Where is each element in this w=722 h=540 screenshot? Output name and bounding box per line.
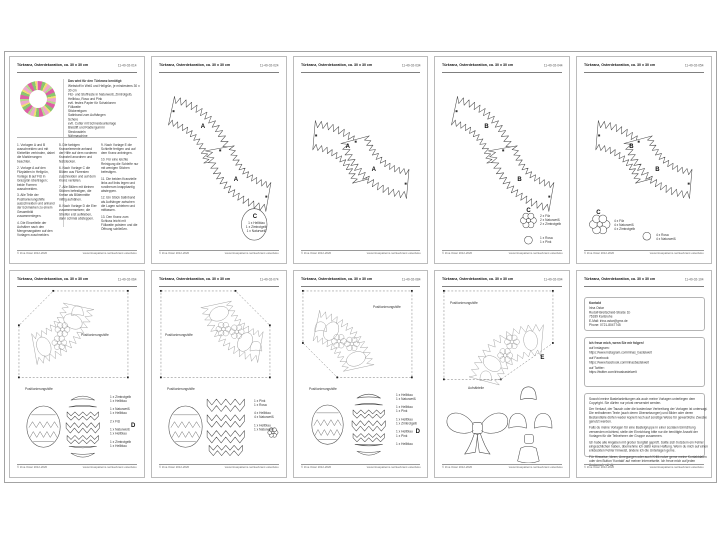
- instruction-step: 9. Nach Vorlage E die Schleife fertigen und auf dem Kranz anbringen.: [101, 143, 136, 155]
- legend-line: 1 x Zimtrotgelb: [395, 421, 417, 426]
- copyright-text: © Irina Ostar 2012-2020: [442, 252, 473, 255]
- legend-line: 4 x Rosa: [656, 233, 669, 237]
- page-6-guide: [9, 270, 145, 478]
- divider: [17, 137, 137, 138]
- legend-line: 4 x Naturweiß: [253, 415, 274, 420]
- supply-item: Satinband zum Aufhängen: [68, 113, 106, 118]
- page-title: Türkranz, Osterdekoration, ca. 30 x 30 cm: [442, 277, 514, 282]
- page-7-guide: [151, 270, 287, 478]
- website-url: www.irinaspatterns.net/tuerkranz-osterdeko: [82, 252, 137, 255]
- page-1-instructions: [9, 56, 145, 264]
- pattern-drawing: [301, 75, 421, 249]
- legend-line: 4 x Hellblau: [253, 411, 271, 415]
- website-url: www.irinaspatterns.net/tuerkranz-osterdeko: [366, 466, 421, 469]
- legend-line: 1 x Hellblau: [110, 444, 127, 448]
- website-url: www.irinaspatterns.net/tuerkranz-osterdeko: [82, 466, 137, 469]
- easter-wreath-photo: [20, 81, 56, 117]
- piece-letter: E: [540, 355, 545, 361]
- page-5-pattern-b: [576, 56, 712, 264]
- pattern-sheet-board: [4, 51, 717, 483]
- copyright-paragraph: Der Verkauf, der Tausch oder die kostenlose Verbreitung der Vorlagen ist untersagt. Die enthaltenen Texte (auch deren Übersetzungen) und Bilder oder deren Bestandteile dürfen weder kopiert noch auf sonstige Weise für gewerbliche Zwecke genutzt werden.: [589, 407, 708, 424]
- legend-line: 1 x Hellblau: [247, 221, 265, 225]
- supply-item: evtl. festes Papier für Schablonen: [68, 100, 116, 105]
- page-code: 11-40-02-064: [118, 278, 137, 282]
- page-code: 11-40-02-034: [401, 64, 421, 68]
- piece-letter: C: [252, 214, 258, 220]
- legend-line: 2 x Filz: [110, 419, 121, 424]
- instruction-step: 8. Nach Vorlage D die Eier zusammensetzen; die Streifen erst aufkleben, dann schmal absteppen.: [59, 204, 97, 221]
- page-8-guide: [293, 270, 429, 478]
- website-url: www.irinaspatterns.net/tuerkranz-osterdeko: [508, 466, 563, 469]
- piece-letter: C: [526, 208, 531, 214]
- egg-guide-label: Positionierungshilfe: [166, 387, 195, 391]
- piece-letter: C: [596, 210, 601, 216]
- contact-box: [584, 297, 705, 331]
- legend-line: 1 x Pink: [540, 240, 552, 244]
- pattern-drawing: [442, 289, 562, 463]
- steps-column-1: [17, 143, 55, 264]
- egg-legend: [243, 221, 270, 252]
- steps-column-2: [59, 143, 97, 264]
- copyright-paragraph: Falls du meine Vorlagen für eine Bastelgruppe in einer sozialen Einrichtung verwenden möchtest, stelle der Einrichtung bitte nur die benötigte Anzahl der Vorlagen für die Teilnehmer der Gruppe zusammen.: [589, 425, 699, 438]
- page-title: Türkranz, Osterdekoration, ca. 30 x 30 cm: [17, 277, 89, 282]
- copyright-text: © Irina Ostar 2012-2020: [584, 252, 615, 255]
- website-url: www.irinaspatterns.net/tuerkranz-osterdeko: [650, 252, 704, 255]
- website-url: www.irinaspatterns.net/tuerkranz-osterdeko: [508, 252, 563, 255]
- instruction-step: 7. Alle Blüten mit kleinen Stichen befestigen, die Kreise als Blütenmitte mittig aufnähen.: [59, 185, 94, 202]
- website-url: www.irinaspatterns.net/tuerkranz-osterdeko: [224, 252, 279, 255]
- legend-line: 2 x Zimtrotgelb: [540, 222, 562, 226]
- page-code: 11-40-02-074: [259, 278, 279, 282]
- legend-line: 1 x Pink: [395, 409, 407, 414]
- guide-label: Positionierungshilfe: [81, 333, 109, 337]
- guide-label: Positionierungshilfe: [372, 305, 401, 309]
- copyright-text: © Irina Ostar 2012-2020: [17, 252, 48, 255]
- social-link[interactable]: https://twitter.com/irinasbastelwelt: [589, 370, 637, 374]
- copyright-box: [584, 393, 709, 467]
- legend-line: 1 x Hellblau: [110, 431, 127, 436]
- social-entry: [589, 356, 708, 364]
- flower-legend: [614, 219, 638, 250]
- page-code: 11-40-02-054: [685, 64, 704, 68]
- legend-line: 1 x Naturweiß: [110, 427, 130, 432]
- legend-line: 1 x Naturweiß: [395, 397, 416, 401]
- legend-line: 1 x Pink: [253, 399, 266, 403]
- copyright-text: © Irina Ostar 2012-2020: [158, 466, 189, 469]
- copyright-text: © Irina Ostar 2012-2020: [17, 466, 48, 469]
- piece-letter: A: [371, 167, 376, 173]
- legend-line: 4 x Naturweiß: [656, 237, 676, 241]
- copyright-text: © Irina Ostar 2012-2020: [300, 252, 331, 255]
- page-4-pattern-b: [434, 56, 570, 264]
- page-code: 11-40-02-014: [118, 64, 137, 68]
- piece-letter: D: [131, 423, 136, 429]
- contact-line: E-Mail: irina.ostar@gmx.de: [589, 318, 628, 323]
- instruction-step: 13. Den Kranz zum Schluss leicht mit Füllwatte polstern und die Öffnung schließen.: [101, 214, 138, 232]
- social-entry: [589, 346, 708, 354]
- page-header: [17, 61, 137, 73]
- instruction-step: 5. Die farbigen Kranzelemente anhand der Hilfe auf dem vorderen Kranzteil anordnen und feststecken.: [59, 143, 97, 164]
- legend-line: 1 x Hellblau: [395, 393, 413, 397]
- page-content: [17, 75, 140, 249]
- supply-item: Bleistift und Radiergummi: [68, 125, 105, 130]
- page-code: 11-40-02-094: [543, 278, 563, 282]
- egg-guide-label: Positionierungshilfe: [25, 387, 53, 391]
- legend-line: 1 x Hellblau: [395, 417, 413, 422]
- legend-line: 1 x Pink: [395, 434, 407, 438]
- copyright-paragraph: Ich habe alle Angaben mit großer Sorgfalt geprüft. Sollte sich trotzdem ein Fehler eingeschlichen haben, übernehme ich dafür keine Haftung. Wenn du mich auf einen entdeckten Fehler hinweist, ändere ich die Unterlagen gerne.: [589, 440, 709, 453]
- legend-line: 1 x Hellblau: [110, 399, 127, 403]
- legend-line: 1 x Hellblau: [253, 423, 271, 428]
- page-code: 11-40-02-104: [685, 278, 704, 282]
- steps-column-3: [101, 143, 139, 264]
- page-code: 11-40-02-024: [259, 64, 279, 68]
- website-url: www.irinaspatterns.net/tuerkranz-osterdeko: [366, 252, 421, 255]
- social-link[interactable]: https://www.instagram.com/irinas_bastelwelt: [589, 350, 652, 355]
- instruction-step: 3. Alle Teile der Positionierungshilfe ausschneiden und anhand der Eckmarken zu einem Gesamtbild zusammenlegen.: [17, 193, 55, 218]
- supply-item: Füllwatte: [68, 105, 81, 109]
- legend-line: 1 x Zimtrotgelb: [245, 225, 267, 229]
- instruction-step: 10. Für eine leichte Reinigung die Schleife nur mit wenigen Stichen befestigen.: [101, 157, 139, 174]
- follow-box: [584, 337, 705, 387]
- page-title: Türkranz, Osterdekoration, ca. 30 x 30 cm: [300, 63, 372, 68]
- supply-item: Nähmaschine: [68, 134, 88, 138]
- legend-line: 1 x Rosa: [540, 236, 554, 240]
- contact-line: Phone: 0721-8047745: [589, 322, 621, 327]
- piece-letter: B: [655, 167, 660, 173]
- supply-item: evtl. Cutter mit Schneideunterlage: [68, 121, 117, 126]
- page-3-pattern-a: [293, 56, 429, 264]
- piece-letter: B: [629, 144, 634, 150]
- legend-line: 1 x Naturweiß: [253, 427, 274, 432]
- legend-line: 1 x Hellblau: [395, 442, 413, 446]
- egg-guide-label: Positionierungshilfe: [308, 387, 337, 391]
- guide-label: Positionierungshilfe: [164, 333, 193, 337]
- copyright-paragraph: Für Hinweise, Ideen, Anregungen oder auch Kritik nutze gerne meine Kontaktdaten oder den Button 'Kontakt' auf meiner Internetseite. Ich freue mich auf jeden Austausch mit dir.: [589, 454, 707, 467]
- contact-title: Kontakt: [589, 301, 602, 305]
- website-url: www.irinaspatterns.net/tuerkranz-osterdeko: [224, 466, 279, 469]
- page-title: Türkranz, Osterdekoration, ca. 30 x 30 cm: [584, 277, 656, 282]
- supply-item: Stickereigarn: [68, 109, 87, 113]
- legend-line: 4 x Zimtrotgelb: [614, 227, 636, 231]
- page-code: 11-40-02-084: [401, 278, 421, 282]
- contact-line: 76189 Karlsruhe: [589, 314, 613, 319]
- piece-letter: A: [345, 144, 350, 150]
- supply-item: Webstoff in Weiß und Hellgrün, je mindestens 30 x 30 cm: [68, 84, 140, 93]
- guide-label: Positionierungshilfe: [450, 301, 479, 305]
- copyright-text: © Irina Ostar 2012-2020: [300, 466, 331, 469]
- contact-line: Irina Ostar: [589, 306, 605, 310]
- legend-line: 4 x Naturweiß: [614, 223, 634, 227]
- legend-line: 1 x Hellblau: [395, 429, 413, 434]
- piece-letter: B: [517, 177, 522, 183]
- piece-letter: D: [415, 429, 420, 435]
- pattern-drawing: [584, 75, 704, 249]
- social-link[interactable]: https://www.facebook.com/irinasbastelwelt: [589, 360, 650, 365]
- supply-item: Stecknadeln: [68, 130, 86, 134]
- page-title: Türkranz, Osterdekoration, ca. 30 x 30 cm: [442, 63, 514, 68]
- parts-label: Aufnähteile: [468, 386, 485, 390]
- social-label: auf Instagram:: [589, 346, 610, 350]
- social-label: auf Twitter:: [589, 366, 605, 370]
- supply-item: Filz- und Stoffreste in Naturweiß, Zimtrotgelb, Hellblau, Rosa und Pink: [68, 92, 133, 101]
- legend-line: 1 x Rosa: [253, 403, 267, 407]
- copyright-paragraph: Sowohl meine Bastelanleitungen als auch meine Vorlagen unterliegen dem Copyright. Sie dürfen nur privat verwendet werden.: [589, 397, 696, 405]
- social-label: auf Facebook:: [589, 356, 610, 360]
- legend-line: 1 x Naturweiß: [110, 407, 130, 411]
- copyright-text: © Irina Ostar 2012-2020: [584, 466, 615, 469]
- website-url: www.irinaspatterns.net/tuerkranz-osterdeko: [650, 466, 704, 469]
- instruction-step: 2. Vorlage A auf den Filzplatten in Hellgrün, Vorlage B auf Filz in Grasgrün übertragen; beide Formen ausschneiden.: [17, 166, 49, 191]
- instruction-step: 11. Die beiden Kranzteile links auf links legen und rundherum knappkantig absteppen.: [101, 176, 137, 193]
- instruction-step: 6. Nach Vorlage C die Blüten aus Filzresten zuschneiden und auf dem Kranz verteilen.: [59, 166, 96, 183]
- page-title: Türkranz, Osterdekoration, ca. 30 x 30 cm: [158, 277, 231, 282]
- supplies-title: Das wird für den Türkranz benötigt:: [68, 79, 123, 83]
- page-title: Türkranz, Osterdekoration, ca. 30 x 30 cm: [300, 277, 372, 282]
- page-footer: [17, 250, 137, 259]
- legend-line: 1 x Hellblau: [395, 405, 413, 409]
- contact-line: Rudolf-Breitscheid-Straße 1b: [589, 310, 631, 315]
- legend-line: 2 x Filz: [540, 214, 551, 218]
- copyright-text: © Irina Ostar 2012-2020: [158, 252, 189, 255]
- page-title: Türkranz, Osterdekoration, ca. 30 x 30 cm: [17, 63, 89, 68]
- copyright-text: © Irina Ostar 2012-2020: [442, 466, 473, 469]
- supply-item: Schere: [68, 117, 79, 122]
- piece-letter: B: [484, 124, 489, 130]
- follow-title: Ich freue mich, wenn Sie mir folgen!: [589, 341, 644, 345]
- page-code: 11-40-02-044: [543, 64, 563, 68]
- page-2-pattern-a: [151, 56, 287, 264]
- legend-line: 1 x Hellblau: [110, 411, 127, 416]
- legend-line: 1 x Naturweiß: [246, 229, 267, 233]
- legend-line: 2 x Naturweiß: [540, 218, 561, 222]
- instruction-step: 12. Ein Stück Satinband als Aufhänger zwischen die Lagen schieben und mitfassen.: [101, 195, 136, 212]
- piece-letter: A: [233, 177, 239, 183]
- piece-letter: A: [200, 124, 206, 130]
- social-entry: [589, 366, 708, 374]
- instruction-step: 4. Die Einzelteile der Aufnäher nach den Mengenangaben auf den Vorlagen zuschneiden.: [17, 220, 53, 237]
- page-10-contact: [576, 270, 712, 478]
- legend-line: 1 x Zimtrotgelb: [110, 440, 132, 444]
- instruction-step: 1. Vorlagen A und B ausschneiden und mit Klebefilm verbinden, dabei die Markierungen beachten.: [17, 143, 55, 164]
- page-title: Türkranz, Osterdekoration, ca. 30 x 30 cm: [158, 63, 231, 68]
- legend-line: 1 x Zimtrotgelb: [110, 395, 132, 399]
- legend-line: 4 x Filz: [614, 219, 625, 223]
- page-9-bow-pattern: [434, 270, 570, 478]
- page-title: Türkranz, Osterdekoration, ca. 30 x 30 cm: [584, 63, 656, 68]
